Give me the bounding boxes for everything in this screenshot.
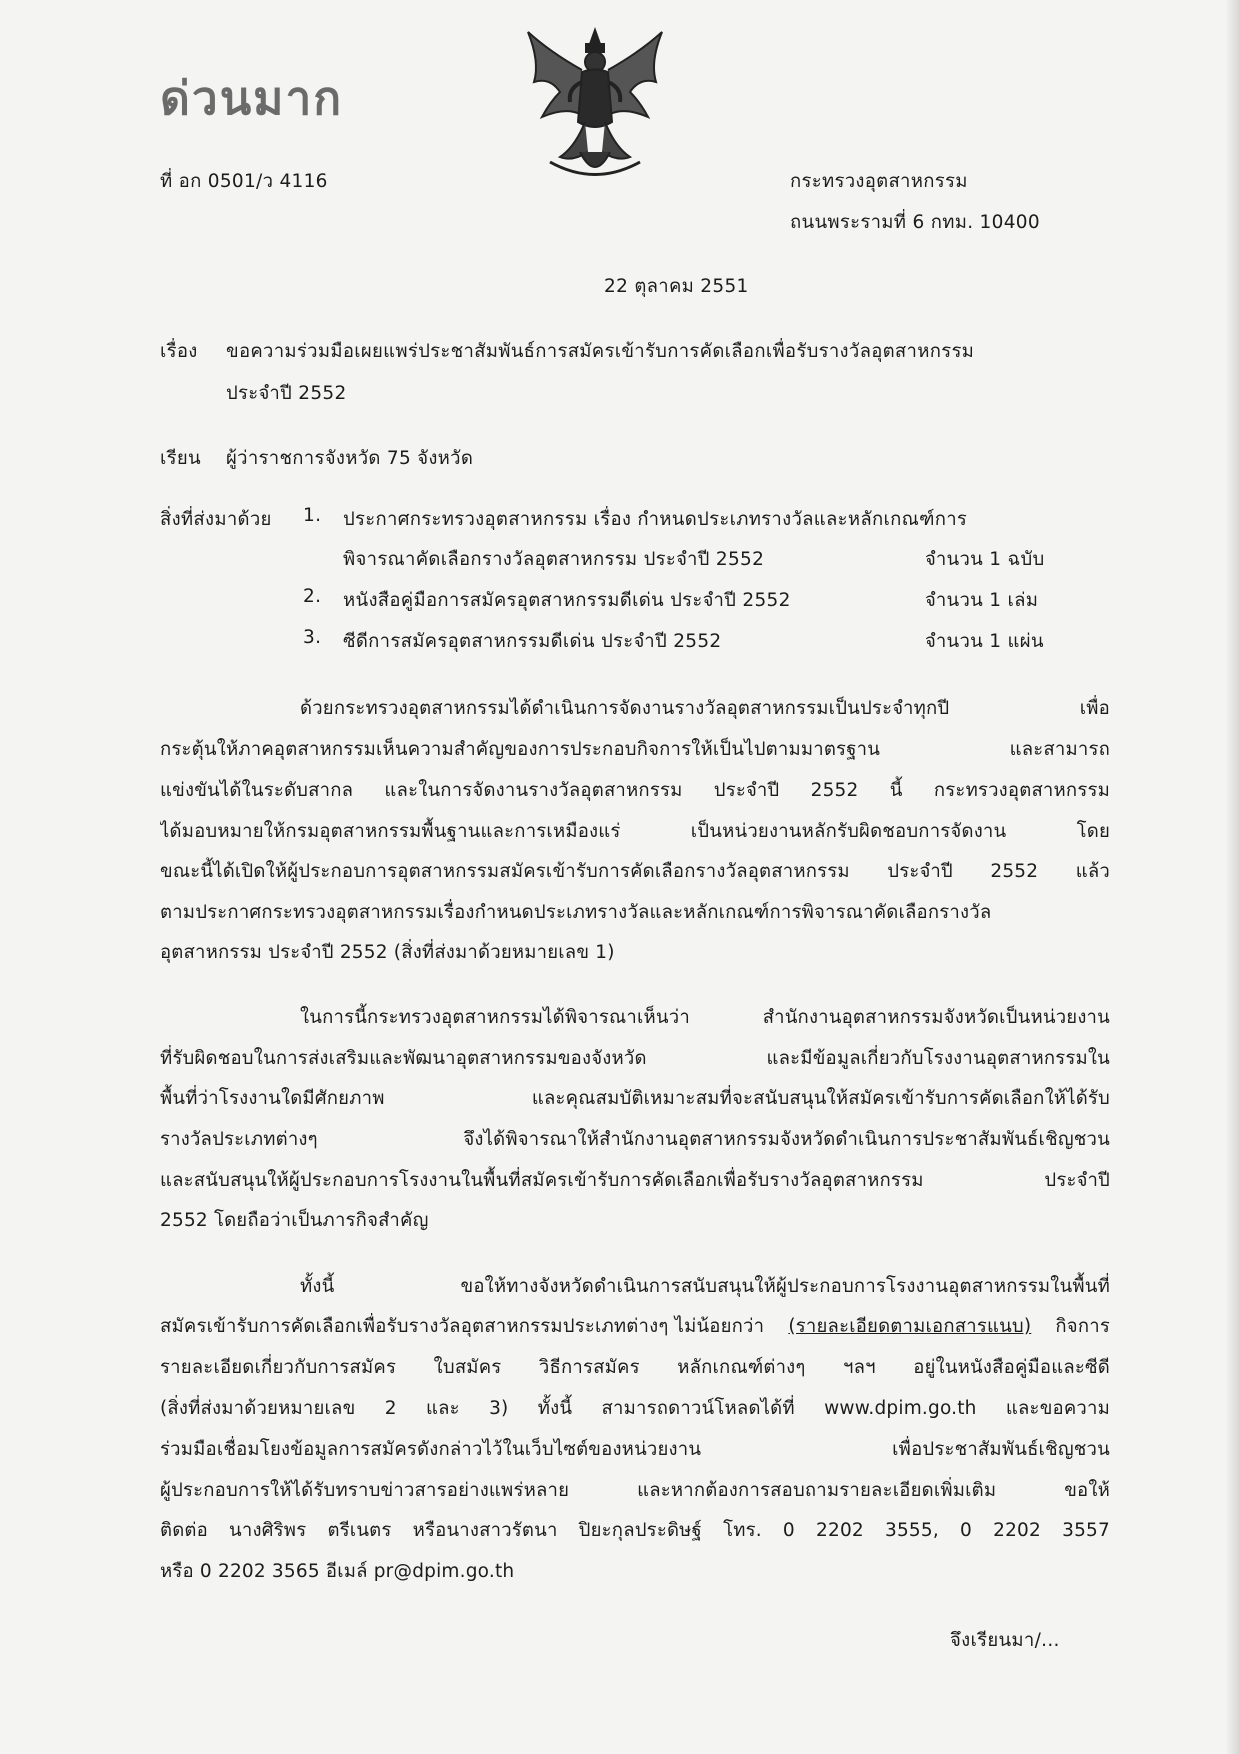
paragraph-1-line: ตามประกาศกระทรวงอุตสาหกรรมเรื่องกำหนดประเภทรางวัลและหลักเกณฑ์การพิจารณาคัดเลือกรางวัล — [160, 902, 992, 923]
ministry-name: กระทรวงอุตสาหกรรม — [790, 171, 968, 192]
enclosure-1-line-2: พิจารณาคัดเลือกรางวัลอุตสาหกรรม ประจำปี 2552 — [343, 549, 765, 570]
paragraph-1-line: ด้วยกระทรวงอุตสาหกรรมได้ดำเนินการจัดงานรางวัลอุตสาหกรรมเป็นประจำทุกปี เพื่อ — [300, 698, 1110, 719]
paragraph-3-text: กิจการ — [1055, 1316, 1110, 1337]
paragraph-2-line: รางวัลประเภทต่างๆ จึงได้พิจารณาให้สำนักงานอุตสาหกรรมจังหวัดดำเนินการประชาสัมพันธ์เชิญชวน — [160, 1129, 1110, 1150]
continuation-marker: จึงเรียนมา/... — [950, 1630, 1060, 1651]
paragraph-2-line: และสนับสนุนให้ผู้ประกอบการโรงงานในพื้นที่สมัครเข้ารับการคัดเลือกเพื่อรับรางวัลอุตสาหกรรม ประจำปี — [160, 1170, 1110, 1191]
subject-line-2: ประจำปี 2552 — [226, 383, 347, 404]
enclosures-label: สิ่งที่ส่งมาด้วย — [160, 509, 272, 530]
subject-label: เรื่อง — [160, 341, 198, 362]
paragraph-2-line: 2552 โดยถือว่าเป็นภารกิจสำคัญ — [160, 1210, 429, 1231]
paragraph-3-line: ผู้ประกอบการให้ได้รับทราบข่าวสารอย่างแพร่หลาย และหากต้องการสอบถามรายละเอียดเพิ่มเติม ขอให้ — [160, 1480, 1110, 1501]
enclosure-3-quantity: จำนวน 1 แผ่น — [925, 631, 1044, 652]
paragraph-1-line: กระตุ้นให้ภาคอุตสาหกรรมเห็นความสำคัญของการประกอบกิจการให้เป็นไปตามมาตรฐาน และสามารถ — [160, 739, 1110, 760]
document-date: 22 ตุลาคม 2551 — [604, 276, 749, 297]
paragraph-1-line: อุตสาหกรรม ประจำปี 2552 (สิ่งที่ส่งมาด้วยหมายเลข 1) — [160, 942, 615, 963]
enclosure-2-quantity: จำนวน 1 เล่ม — [925, 590, 1039, 611]
enclosure-3-number: 3. — [303, 627, 322, 648]
ministry-address: ถนนพระรามที่ 6 กทม. 10400 — [790, 212, 1040, 233]
enclosure-1-line-1: ประกาศกระทรวงอุตสาหกรรม เรื่อง กำหนดประเภทรางวัลและหลักเกณฑ์การ — [343, 509, 968, 530]
recipient-value: ผู้ว่าราชการจังหวัด 75 จังหวัด — [226, 448, 474, 469]
scan-edge-shadow — [1225, 0, 1239, 1754]
document-number: ที่ อก 0501/ว 4116 — [160, 171, 328, 192]
paragraph-3-line: ติดต่อ นางศิริพร ตรีเนตร หรือนางสาวรัตนา ปิยะกุลประดิษฐ์ โทร. 0 2202 3555, 0 2202 3557 — [160, 1520, 1110, 1541]
paragraph-1-line: ขณะนี้ได้เปิดให้ผู้ประกอบการอุตสาหกรรมสมัครเข้ารับการคัดเลือกรางวัลอุตสาหกรรม ประจำปี 2552 แล้ว — [160, 861, 1110, 882]
attachment-reference: (รายละเอียดตามเอกสารแนบ) — [788, 1316, 1032, 1337]
paragraph-3-line: รายละเอียดเกี่ยวกับการสมัคร ใบสมัคร วิธีการสมัคร หลักเกณฑ์ต่างๆ ฯลฯ อยู่ในหนังสือคู่มือและซีดี — [160, 1357, 1110, 1378]
enclosure-3-line-1: ซีดีการสมัครอุตสาหกรรมดีเด่น ประจำปี 2552 — [343, 631, 722, 652]
paragraph-3-line: ทั้งนี้ ขอให้ทางจังหวัดดำเนินการสนับสนุนให้ผู้ประกอบการโรงงานอุตสาหกรรมในพื้นที่ — [300, 1276, 1110, 1297]
enclosure-2-line-1: หนังสือคู่มือการสมัครอุตสาหกรรมดีเด่น ประจำปี 2552 — [343, 590, 791, 611]
paragraph-3-line: (สิ่งที่ส่งมาด้วยหมายเลข 2 และ 3) ทั้งนี้ สามารถดาวน์โหลดได้ที่ www.dpim.go.th และขอความ — [160, 1398, 1110, 1419]
paragraph-1-line: แข่งขันได้ในระดับสากล และในการจัดงานรางวัลอุตสาหกรรม ประจำปี 2552 นี้ กระทรวงอุตสาหกรรม — [160, 780, 1110, 801]
paragraph-2-line: ที่รับผิดชอบในการส่งเสริมและพัฒนาอุตสาหกรรมของจังหวัด และมีข้อมูลเกี่ยวกับโรงงานอุตสาหกรรมใน — [160, 1048, 1110, 1069]
paragraph-3-line: หรือ 0 2202 3565 อีเมล์ pr@dpim.go.th — [160, 1561, 515, 1582]
enclosure-2-number: 2. — [303, 586, 322, 607]
enclosure-1-number: 1. — [303, 505, 322, 526]
garuda-emblem — [520, 22, 670, 192]
paragraph-2-line: ในการนี้กระทรวงอุตสาหกรรมได้พิจารณาเห็นว่า สำนักงานอุตสาหกรรมจังหวัดเป็นหน่วยงาน — [300, 1007, 1110, 1028]
paragraph-3-line — [160, 1312, 1110, 1341]
paragraph-1-line: ได้มอบหมายให้กรมอุตสาหกรรมพื้นฐานและการเหมืองแร่ เป็นหน่วยงานหลักรับผิดชอบการจัดงาน โดย — [160, 821, 1110, 842]
enclosure-1-quantity: จำนวน 1 ฉบับ — [925, 549, 1045, 570]
paragraph-3-text: สมัครเข้ารับการคัดเลือกเพื่อรับรางวัลอุตสาหกรรมประเภทต่างๆ ไม่น้อยกว่า — [160, 1316, 765, 1337]
recipient-label: เรียน — [160, 448, 201, 469]
paragraph-2-line: พื้นที่ว่าโรงงานใดมีศักยภาพ และคุณสมบัติเหมาะสมที่จะสนับสนุนให้สมัครเข้ารับการคัดเลือกให้ได้รับ — [160, 1088, 1110, 1109]
subject-line-1: ขอความร่วมมือเผยแพร่ประชาสัมพันธ์การสมัครเข้ารับการคัดเลือกเพื่อรับรางวัลอุตสาหกรรม — [226, 341, 975, 362]
urgency-stamp: ด่วนมาก — [160, 71, 344, 125]
paragraph-3-line: ร่วมมือเชื่อมโยงข้อมูลการสมัครดังกล่าวไว้ในเว็บไซต์ของหน่วยงาน เพื่อประชาสัมพันธ์เชิญชวน — [160, 1439, 1110, 1460]
